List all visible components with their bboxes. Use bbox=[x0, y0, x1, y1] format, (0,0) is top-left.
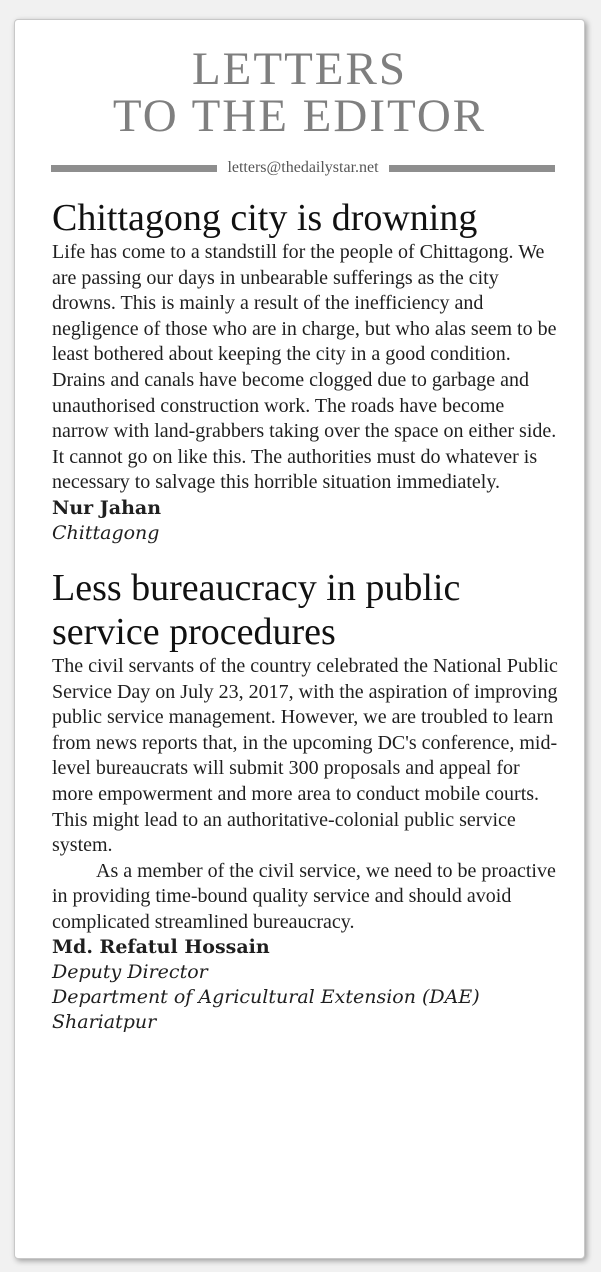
letter-2-author: Md. Refatul Hossain bbox=[52, 936, 270, 959]
editor-email[interactable]: letters@thedailystar.net bbox=[227, 159, 379, 176]
letter-2-body-para-1: The civil servants of the country celebrated the National Public Service Day on July 23, 2017, with the aspiration of improving public service management. However, we are troubled to learn from news reports that, in the upcoming DC's conference, mid-level bureaucrats will submit 300 proposals and appeal for more empowerment and more area to conduct mobile courts. This might lead to an authoritative-colonial public service system. bbox=[52, 654, 558, 857]
letters-content bbox=[52, 196, 562, 1035]
masthead-line-1: LETTERS bbox=[191, 43, 408, 95]
email-rule-row bbox=[51, 158, 555, 178]
right-rule bbox=[389, 165, 555, 172]
left-rule bbox=[51, 165, 217, 172]
letter-2-body-para-2: As a member of the civil service, we need to be proactive in providing time-bound quality service and should avoid complicated streamlined bureaucracy. bbox=[52, 859, 556, 933]
letter-1-body: Life has come to a standstill for the people of Chittagong. We are passing our days in unbearable sufferings as the city drowns. This is mainly a result of the inefficiency and negligence of those who are in charge, but who alas seem to be least bothered about keeping the city in a good condition. Drains and canals have become clogged due to garbage and unauthorised construction work. The roads have become narrow with land-grabbers taking over the space on either side. It cannot go on like this. The authorities must do whatever is necessary to salvage this horrible situation immediately. bbox=[52, 241, 557, 494]
letter-2-author-location: Shariatpur bbox=[52, 1011, 157, 1034]
letter-1-author: Nur Jahan bbox=[52, 496, 162, 519]
letter-2-author-department: Department of Agricultural Extension (DAE) bbox=[52, 986, 480, 1009]
letters-card bbox=[14, 19, 585, 1259]
letter-2-title: Less bureaucracy in public service procedures bbox=[52, 566, 461, 653]
letter-1-title: Chittagong city is drowning bbox=[52, 197, 478, 239]
letter-2-author-title: Deputy Director bbox=[52, 961, 208, 984]
letter-1-location: Chittagong bbox=[52, 521, 160, 544]
letter-1 bbox=[52, 196, 562, 546]
section-masthead bbox=[15, 43, 584, 142]
letter-2 bbox=[52, 566, 562, 1036]
masthead-line-2: TO THE EDITOR bbox=[112, 90, 487, 142]
